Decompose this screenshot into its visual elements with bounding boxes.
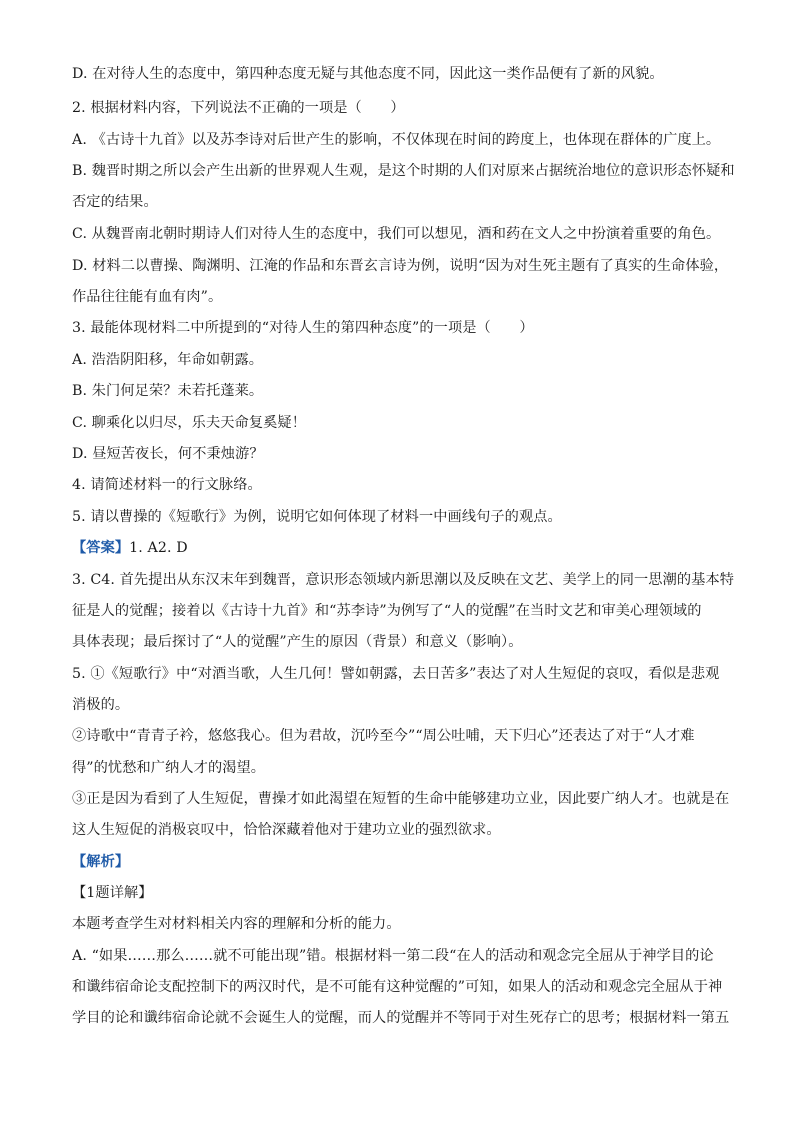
answer-line [72, 538, 732, 558]
answer-3-4: 3. C4. 首先提出从东汉末年到魏晋，意识形态领域内新思潮以及反映在文艺、美学上的同一思潮的基本特 [72, 572, 735, 588]
q1-detail-a: A. “如果……那么……就不可能出现”错。根据材料一第二段“在人的活动和观念完全屈从于神学目的论 [72, 948, 714, 964]
answer-label: 【答案】 [72, 540, 130, 556]
question-3: 3. 最能体现材料二中所提到的“对待人生的第四种态度”的一项是（ ） [72, 320, 534, 336]
q3-option-c: C. 聊乘化以归尽，乐夫天命复奚疑！ [72, 415, 306, 431]
answer-text: 1. A2. D [129, 540, 188, 556]
analysis-label: 【解析】 [72, 854, 130, 870]
analysis-heading [72, 852, 732, 872]
answer-5-point2-cont: 得”的忧愁和广纳人才的渴望。 [72, 760, 266, 776]
answer-5-point1: 5. ①《短歌行》中“对酒当歌，人生几何！譬如朝露，去日苦多”表达了对人生短促的哀叹，看似是悲观 [72, 666, 720, 682]
q3-option-d: D. 昼短苦夜长，何不秉烛游？ [72, 446, 264, 462]
answer-3-4-cont1: 征是人的觉醒；接着以《古诗十九首》和“苏李诗”为例写了“人的觉醒”在当时文艺和审美心理领域的 [72, 603, 702, 619]
q3-option-b: B. 朱门何足荣？未若托蓬莱。 [72, 383, 264, 399]
question-4: 4. 请简述材料一的行文脉络。 [72, 477, 262, 493]
q1-detail-heading: 【1题详解】 [72, 885, 153, 901]
answer-3-4-cont2: 具体表现；最后探讨了“人的觉醒”产生的原因（背景）和意义（影响）。 [72, 634, 523, 650]
q1-detail-intro: 本题考查学生对材料相关内容的理解和分析的能力。 [72, 916, 401, 932]
answer-5-point1-cont: 消极的。 [72, 697, 130, 713]
answer-5-point3-cont: 这人生短促的消极哀叹中，恰恰深藏着他对于建功立业的强烈欲求。 [72, 822, 501, 838]
q2-option-d-cont: 作品往往能有血有肉”。 [72, 289, 223, 305]
q2-option-d: D. 材料二以曹操、陶渊明、江淹的作品和东晋玄言诗为例，说明“因为对生死主题有了真实的生命体验， [72, 258, 729, 274]
option-d-q1: D. 在对待人生的态度中，第四种态度无疑与其他态度不同，因此这一类作品便有了新的风貌。 [72, 66, 664, 82]
q1-detail-a-cont2: 学目的论和谶纬宿命论就不会诞生人的觉醒，而人的觉醒并不等同于对生死存亡的思考；根据材料一第五 [72, 1010, 730, 1026]
question-2: 2. 根据材料内容，下列说法不正确的一项是（ ） [72, 100, 405, 116]
q2-option-c: C. 从魏晋南北朝时期诗人们对待人生的态度中，我们可以想见，酒和药在文人之中扮演着重要的角色。 [72, 226, 721, 242]
q2-option-b-cont: 否定的结果。 [72, 194, 158, 210]
q1-detail-a-cont1: 和谶纬宿命论支配控制下的两汉时代，是不可能有这种觉醒的”可知，如果人的活动和观念完全屈从于神 [72, 979, 723, 995]
q2-option-a: A. 《古诗十九首》以及苏李诗对后世产生的影响，不仅体现在时间的跨度上，也体现在群体的广度上。 [72, 132, 721, 148]
q3-option-a: A. 浩浩阴阳移，年命如朝露。 [72, 352, 264, 368]
question-5: 5. 请以曹操的《短歌行》为例，说明它如何体现了材料一中画线句子的观点。 [72, 509, 562, 525]
answer-5-point3: ③正是因为看到了人生短促，曹操才如此渴望在短暂的生命中能够建功立业，因此要广纳人才。也就是在 [72, 791, 730, 807]
q2-option-b: B. 魏晋时期之所以会产生出新的世界观人生观，是这个时期的人们对原来占据统治地位的意识形态怀疑和 [72, 163, 735, 179]
answer-5-point2: ②诗歌中“青青子衿，悠悠我心。但为君故，沉吟至今”“周公吐哺，天下归心”还表达了对于“人才难 [72, 728, 695, 744]
